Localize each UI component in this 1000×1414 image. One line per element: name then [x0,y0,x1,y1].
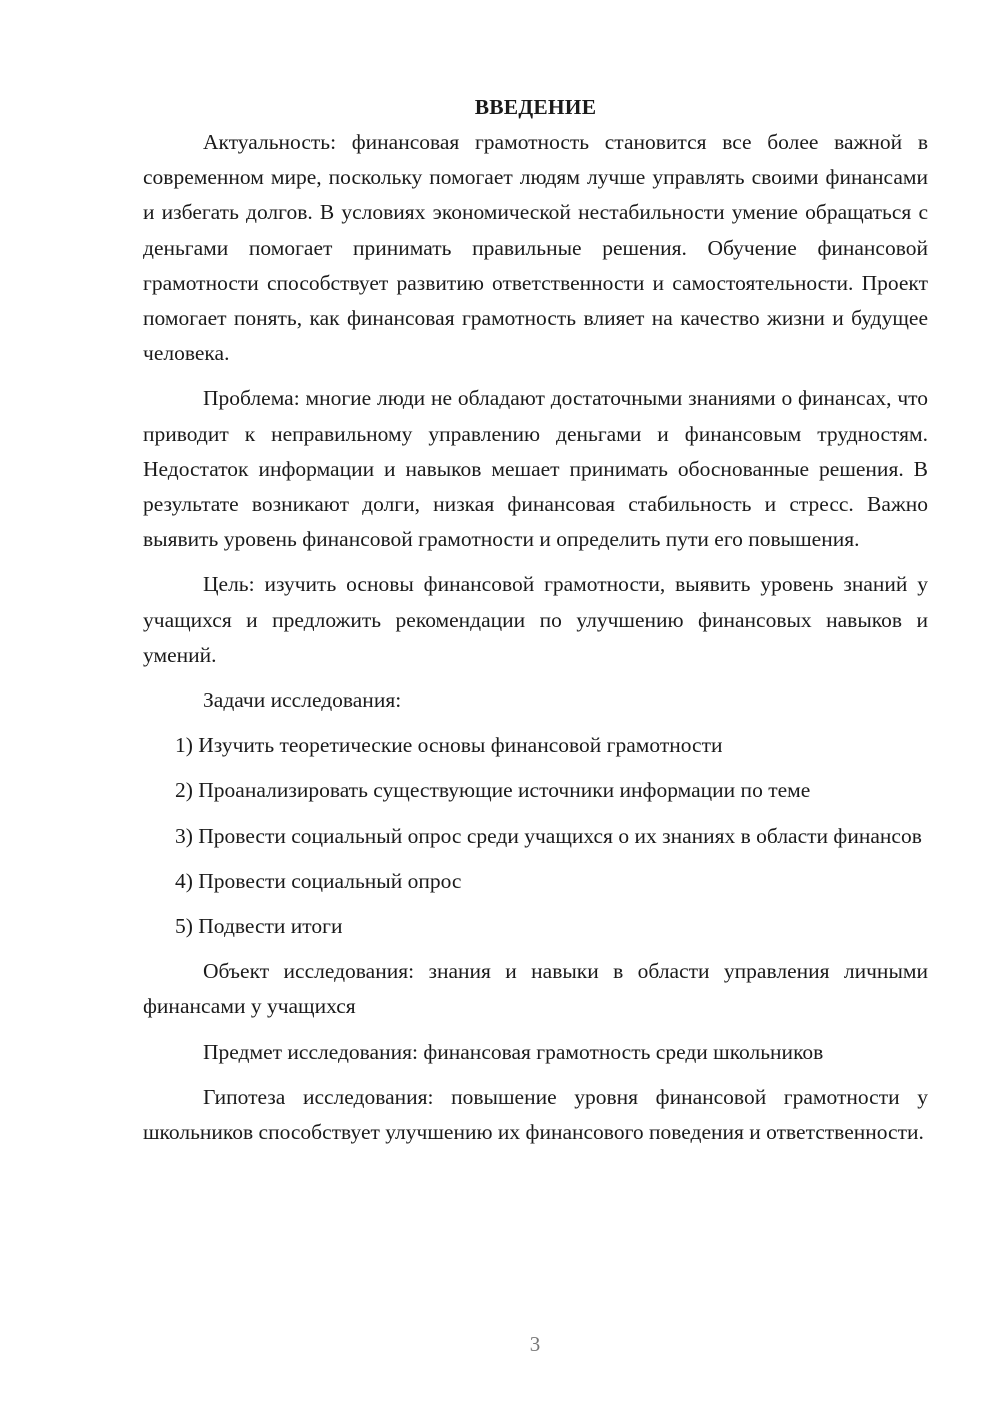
document-page [143,90,928,1160]
problem-paragraph: Проблема: многие люди не обладают достаточными знаниями о финансах, что приводит к неправильному управлению деньгами и финансовым трудностям. Недостаток информации и навыков мешает принимать обоснованные решения. В результате возникают долги, низкая финансовая стабильность и стресс. Важно выявить уровень финансовой грамотности и определить пути его повышения. [143,386,928,552]
task-item-2: 2) Проанализировать существующие источники информации по теме [175,778,811,803]
task-item-1: 1) Изучить теоретические основы финансовой грамотности [175,733,723,758]
page-number: 3 [529,1332,541,1356]
goal-paragraph: Цель: изучить основы финансовой грамотности, выявить уровень знаний у учащихся и предложить рекомендации по улучшению финансовых навыков и умений. [143,572,928,667]
section-title: ВВЕДЕНИЕ [474,95,597,119]
subject-paragraph: Предмет исследования: финансовая грамотность среди школьников [203,1039,824,1064]
hypothesis-paragraph: Гипотеза исследования: повышение уровня финансовой грамотности у школьников способствует улучшению их финансового поведения и ответственности. [143,1084,928,1145]
tasks-heading: Задачи исследования: [203,688,402,713]
task-item-5: 5) Подвести итоги [175,914,343,939]
object-paragraph: Объект исследования: знания и навыки в области управления личными финансами у учащихся [143,959,928,1019]
task-item-4: 4) Провести социальный опрос [175,868,462,893]
relevance-paragraph: Актуальность: финансовая грамотность становится все более важной в современном мире, поскольку помогает людям лучше управлять своими финансами и избегать долгов. В условиях экономической нестабильности умение обращаться с деньгами помогает принимать правильные решения. Обучение финансовой грамотности способствует развитию ответственности и самостоятельности. Проект помогает понять, как финансовая грамотность влияет на качество жизни и будущее человека. [143,130,928,366]
task-item-3: 3) Провести социальный опрос среди учащихся о их знаниях в области финансов [175,823,922,848]
